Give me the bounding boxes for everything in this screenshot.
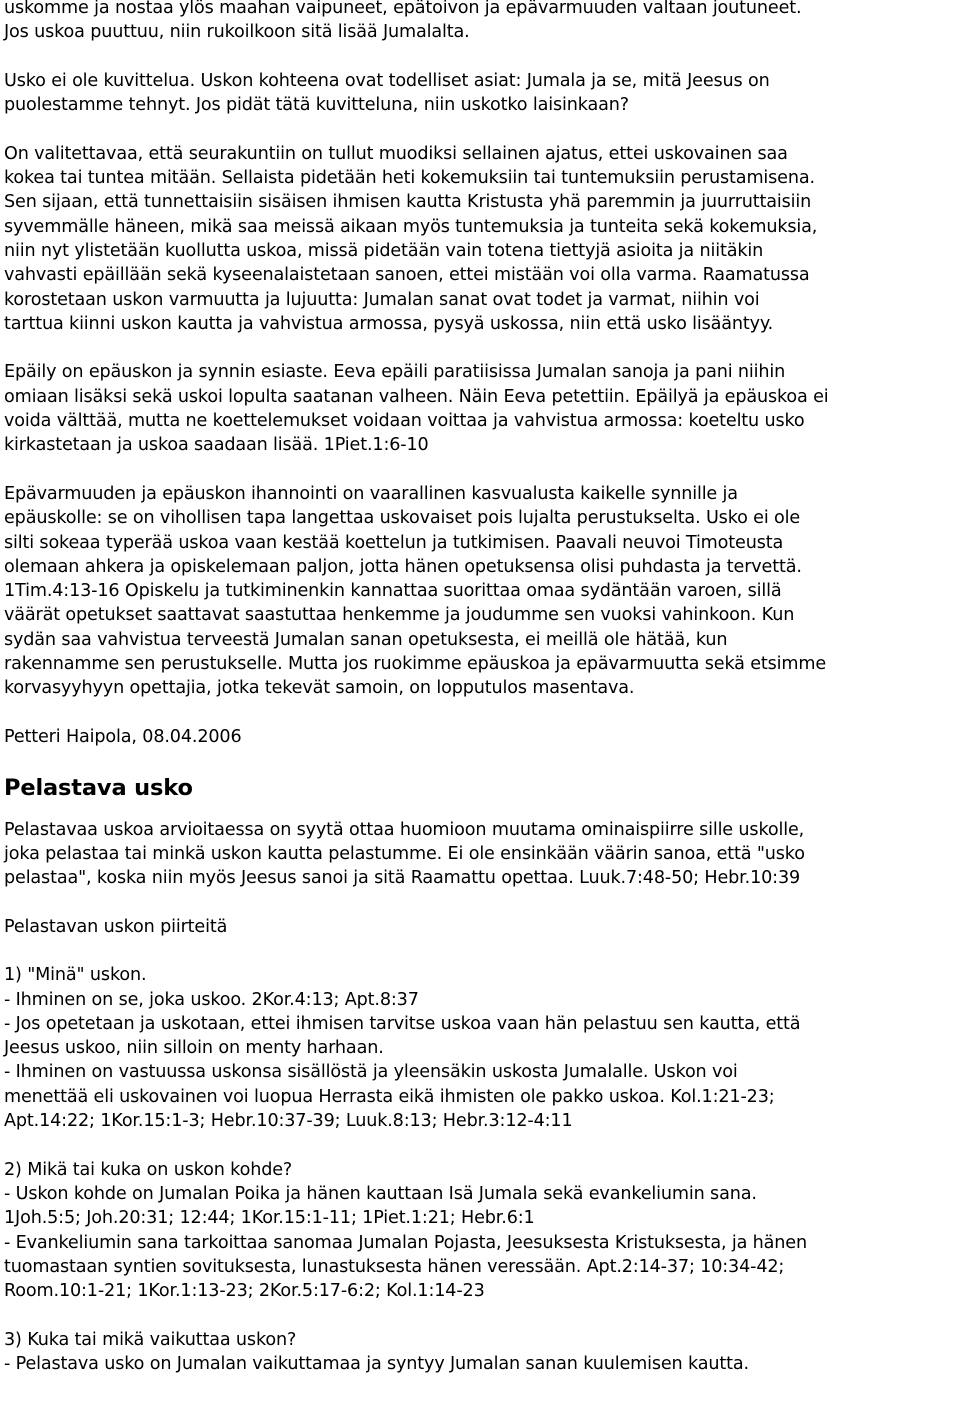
feature-list-3 xyxy=(4,1328,956,1377)
list-item: - Evankeliumin sana tarkoittaa sanomaa Jumalan Pojasta, Jeesuksesta Kristuksesta, ja hänen tuomastaan syntien sovituksesta, lunastuksesta hänen veressään. Apt.2:14-37; 10:34-42; Room.10:1-21; 1Kor.1:13-23; 2Kor.5:17-6:2; Kol.1:14-23 xyxy=(4,1232,807,1302)
paragraph-4: Epäily on epäuskon ja synnin esiaste. Eeva epäili paratiisissa Jumalan sanoja ja pani niihin omiaan lisäksi sekä uskoi lopulta saatanan valheen. Näin Eeva petettiin. Epäilyä ja epäuskoa ei voida välttää, mutta ne koettelemukset voidaan voittaa ja vahvistua armossa: koeteltu usko kirkastetaan ja uskoa saadaan lisää. 1Piet.1:6-10 xyxy=(4,362,829,456)
feature-list-2 xyxy=(4,1158,956,1304)
paragraph-2: Usko ei ole kuvittelua. Uskon kohteena ovat todelliset asiat: Jumala ja se, mitä Jeesus on puolestamme tehnyt. Jos pidät tätä kuvitteluna, niin uskotko laisinkaan? xyxy=(4,70,770,116)
document-page xyxy=(4,0,956,1401)
list-title: 2) Mikä tai kuka on uskon kohde? xyxy=(4,1159,293,1180)
paragraph-3: On valitettavaa, että seurakuntiin on tullut muodiksi sellainen ajatus, ettei uskovainen saa kokea tai tuntea mitään. Sellaista pidetään heti kokemuksiin tai tuntemuksiin perustamisena. Sen sijaan, että tunnettaisiin sisäisen ihmisen kautta Kristusta yhä paremmin ja juurruttaisiin syvemmälle häneen, mikä saa meissä aikaan myös tuntemuksia ja tunteita sekä kokemuksia, niin nyt ylistetään kuollutta uskoa, missä pidetään vain totena tiettyjä asioita ja niitäkin vahvasti epäillään sekä kyseenalaistetaan sanoen, ettei mistään voi olla varma. Raamatussa korostetaan uskon varmuutta ja lujuutta: Jumalan sanat ovat todet ja varmat, niihin voi tarttua kiinni uskon kautta ja vahvistua armossa, pysyä uskossa, niin että usko lisääntyy. xyxy=(4,143,818,334)
list-title: 3) Kuka tai mikä vaikuttaa uskon? xyxy=(4,1329,297,1350)
section-intro: Pelastavaa uskoa arvioitaessa on syytä ottaa huomioon muutama ominaispiirre sille uskolle, joka pelastaa tai minkä uskon kautta pelastumme. Ei ole ensinkään väärin sanoa, että "usko pelastaa", koska niin myös Jeesus sanoi ja sitä Raamattu opettaa. Luuk.7:48-50; Hebr.10:39 xyxy=(4,819,805,889)
section-heading: Pelastava usko xyxy=(4,774,193,801)
list-item: - Ihminen on se, joka uskoo. 2Kor.4:13; Apt.8:37 xyxy=(4,989,419,1010)
signature: Petteri Haipola, 08.04.2006 xyxy=(4,726,242,747)
list-title: 1) "Minä" uskon. xyxy=(4,965,147,986)
section-subheading: Pelastavan uskon piirteitä xyxy=(4,916,228,937)
paragraph-5: Epävarmuuden ja epäuskon ihannointi on vaarallinen kasvualusta kaikelle synnille ja epäuskolle: se on vihollisen tapa langettaa uskovaiset pois lujalta perustukselta. Usko ei ole silti sokeaa typerää uskoa vaan kestää koettelun ja tutkimisen. Paavali neuvoi Timoteusta olemaan ahkera ja opiskelemaan paljon, jotta hänen opetuksensa olisi puhdasta ja tervettä. 1Tim.4:13-16 Opiskelu ja tutkiminenkin kannattaa suorittaa omaa sydäntään varoen, sillä väärät opetukset saattavat saastuttaa henkemme ja joudumme sen vuoksi vahinkoon. Kun sydän saa vahvistua terveestä Jumalan sanan opetuksesta, ei meillä ole hätää, kun rakennamme sen perustukselle. Mutta jos ruokimme epäuskoa ja epävarmuutta sekä etsimme korvasyyhyyn opettajia, jotka tekevät samoin, on lopputulos masentava. xyxy=(4,483,827,699)
paragraph-1: uskomme ja nostaa ylös maahan vaipuneet, epätoivon ja epävarmuuden valtaan joutuneet. Jos uskoa puuttuu, niin rukoilkoon sitä lisää Jumalalta. xyxy=(4,0,802,43)
list-item: - Uskon kohde on Jumalan Poika ja hänen kauttaan Isä Jumala sekä evankeliumin sana. 1Joh.5:5; Joh.20:31; 12:44; 1Kor.15:1-11; 1Piet.1:21; Hebr.6:1 xyxy=(4,1183,757,1229)
list-item: - Pelastava usko on Jumalan vaikuttamaa ja syntyy Jumalan sanan kuulemisen kautta. xyxy=(4,1354,749,1375)
list-item: - Jos opetetaan ja uskotaan, ettei ihmisen tarvitse uskoa vaan hän pelastuu sen kautta, että Jeesus uskoo, niin silloin on menty harhaan. xyxy=(4,1013,801,1059)
list-item: - Ihminen on vastuussa uskonsa sisällöstä ja yleensäkin uskosta Jumalalle. Uskon voi menettää eli uskovainen voi luopua Herrasta eikä ihmisten ole pakko uskoa. Kol.1:21-23; Apt.14:22; 1Kor.15:1-3; Hebr.10:37-39; Luuk.8:13; Hebr.3:12-4:11 xyxy=(4,1062,775,1132)
feature-list-1 xyxy=(4,963,956,1133)
